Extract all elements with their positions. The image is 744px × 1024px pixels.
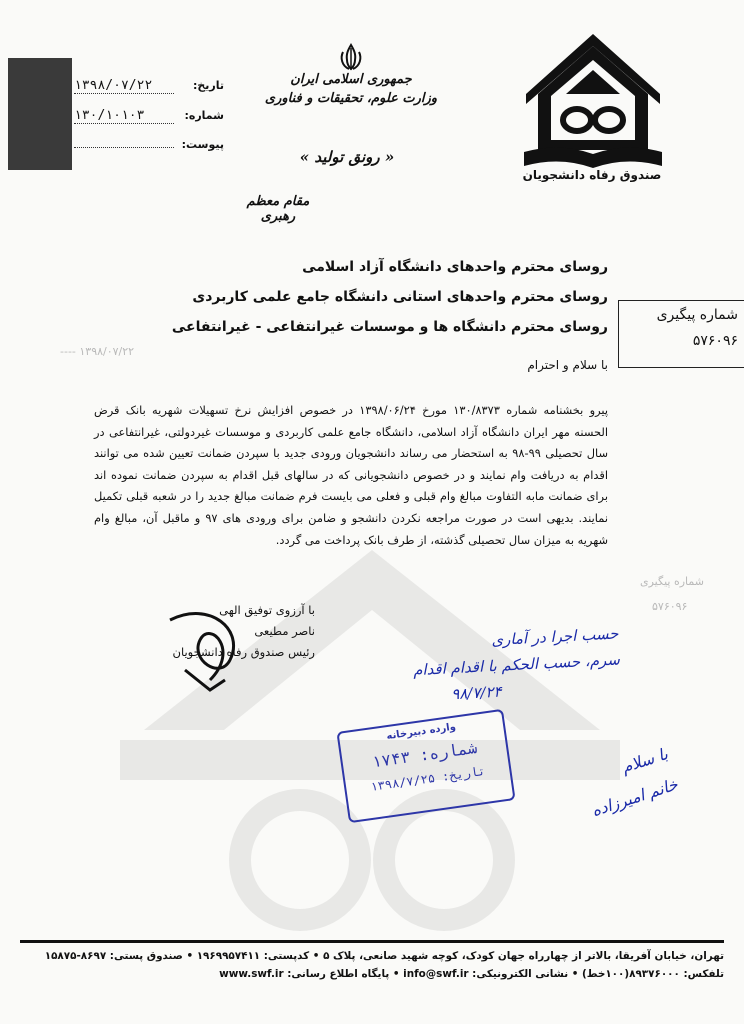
signature-image xyxy=(150,600,250,700)
signer-title: رئیس صندوق رفاه دانشجویان xyxy=(172,645,315,659)
ministry-line1: جمهوری اسلامی ایران xyxy=(290,72,412,87)
stamp-number: ۱۷۴۳ xyxy=(370,747,412,772)
tracking-box xyxy=(618,300,744,368)
handwritten-date: ۹۸/۷/۲۴ xyxy=(450,682,502,704)
tracking-number: ۵۷۶۰۹۶ xyxy=(692,333,738,349)
closing-wish: با آرزوی توفیق الهی xyxy=(219,603,315,617)
attachment-row xyxy=(74,138,224,168)
greeting: با سلام و احترام xyxy=(527,358,608,372)
recipient-line: روسای محترم دانشگاه ها و موسسات غیرانتفاعی - غیرانتفاعی xyxy=(171,319,608,335)
stamp-header: وارده دبیرخانه xyxy=(385,721,457,743)
recipient-line: روسای محترم واحدهای دانشگاه آزاد اسلامی xyxy=(302,259,608,275)
bleed-through-text: ۱۳۹۸/۰۷/۲۲ ---- xyxy=(60,345,135,358)
stamp-date: ۱۳۹۸/۷/۲۵ xyxy=(369,770,436,794)
handwritten-line: خانم امیرزاده xyxy=(589,774,681,821)
date-row xyxy=(74,78,224,108)
handwritten-line: سرم، حسب الحکم با اقدام اقدام xyxy=(412,650,621,680)
leader-title: مقام معظم رهبری xyxy=(246,194,310,224)
recipient-line: روسای محترم واحدهای استانی دانشگاه جامع علمی کاربردی xyxy=(192,289,608,305)
handwritten-line: حسب اجرا در آماری xyxy=(490,624,619,650)
swf-logo-icon xyxy=(520,30,666,190)
number-value: ۱۳۰/۱۰۱۰۳ xyxy=(74,108,174,124)
handwritten-line: با سلام xyxy=(619,744,671,777)
stamp-number-label: شماره: xyxy=(418,737,479,765)
slogan: « رونق تولید » xyxy=(299,148,395,166)
number-label: شماره: xyxy=(184,109,224,122)
letter-footer xyxy=(20,940,724,983)
date-label: تاریخ: xyxy=(192,79,224,92)
attachment-label: پیوست: xyxy=(181,138,224,151)
bleed-through-text: ۵۷۶۰۹۶ xyxy=(652,600,688,613)
org-name: صندوق رفاه دانشجویان xyxy=(522,168,662,182)
footer-contact: تلفکس: ۸۹۳۷۶۰۰۰(۱۰۰خط) • نشانی الکترونیکی: info@swf.ir • پایگاه اطلاع رسانی: www.swf.ir xyxy=(219,968,724,980)
handwritten-note xyxy=(328,620,622,713)
stamp-date-label: تاریخ: xyxy=(441,763,487,784)
letter-body: پیرو بخشنامه شماره ۱۳۰/۸۳۷۳ مورخ ۱۳۹۸/۰۶/۲۴ در خصوص افزایش نرخ تسهیلات شهریه بانک قرض الحسنه مهر ایران دانشگاه آزاد اسلامی، دانشگاه جامع علمی کاربردی و موسسات غیردولتی، غیرانتفاعی در سال تحصیلی ۹۹-۹۸ به استحضار می رساند دانشجویان ورودی جدید با سپردن ضمانت تعیین شده می توانند اقدام به دریافت وام نمایند و در خصوص دانشجویانی که در سالهای قبل اقدام به سپردن ضمانت نموده اند برای ضمانت مابه التفاوت مبالغ وام قبلی و فعلی می بایست فرم ضمانت مبالغ جدید را در شعبه قبلی تکمیل نمایند. بدیهی است در صورت مراجعه نکردن دانشجو و ضامن برای ورودی های ۹۷ و ماقبل آن، مبالغ وام شهریه به میزان سال تحصیلی گذشته، از طرف بانک پرداخت می گردد. xyxy=(94,403,608,547)
footer-address: تهران، خیابان آفریقا، بالاتر از چهارراه جهان کودک، کوچه شهید صانعی، پلاک ۵ • کدپستی: ۱۹۶۹۹۵۷۴۱۱ • صندوق پستی: ۸۶۹۷-۱۵۸۷۵ xyxy=(44,950,724,962)
letter-meta xyxy=(74,78,224,168)
tracking-label: شماره پیگیری xyxy=(656,307,738,323)
number-row xyxy=(74,108,224,138)
bleed-through-text: شماره پیگیری xyxy=(640,575,704,588)
recipients-block xyxy=(170,252,608,342)
redacted-block xyxy=(8,58,72,170)
ministry-header xyxy=(258,70,444,108)
ministry-line2: وزارت علوم، تحقیقات و فناوری xyxy=(264,91,438,106)
iran-emblem-icon xyxy=(336,42,366,72)
date-value: ۱۳۹۸/۰۷/۲۲ xyxy=(74,78,174,94)
attachment-value xyxy=(74,147,174,148)
signer-name: ناصر مطیعی xyxy=(254,624,315,638)
